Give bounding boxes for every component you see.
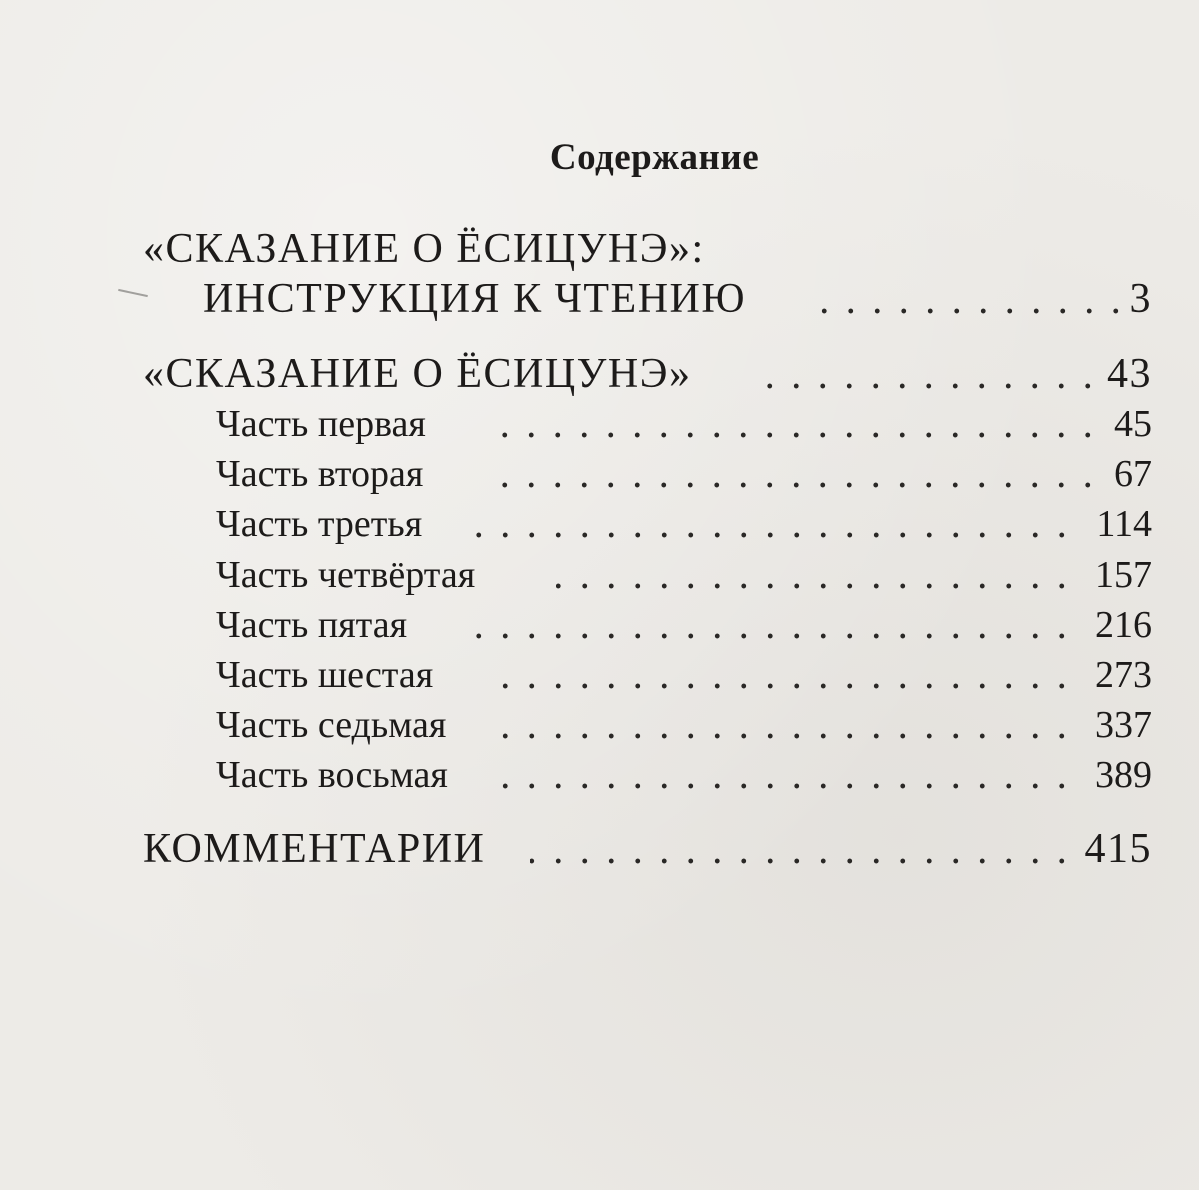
page-title: Содержание xyxy=(549,137,760,178)
toc-entry-part-3[interactable] xyxy=(0,502,1199,552)
dot-leader xyxy=(818,308,1129,314)
toc-entry-label: Часть первая xyxy=(216,403,426,445)
toc-entry-part-7[interactable] xyxy=(0,703,1199,753)
toc-entry-label: «СКАЗАНИЕ О ЁСИЦУНЭ» xyxy=(143,351,692,397)
toc-page-number: 114 xyxy=(1096,503,1152,545)
dot-leader xyxy=(472,532,1075,538)
toc-entry-tale[interactable] xyxy=(0,350,1199,400)
toc-entry-part-2[interactable] xyxy=(0,452,1199,502)
toc-page-number: 43 xyxy=(1107,351,1152,397)
dot-leader xyxy=(500,733,1075,739)
dot-leader xyxy=(462,633,1075,639)
dot-leader xyxy=(500,683,1075,689)
dot-leader xyxy=(500,432,1101,438)
toc-entry-label: Часть четвёртая xyxy=(216,554,476,596)
toc-entry-part-1[interactable] xyxy=(0,402,1199,452)
toc-entry-part-6[interactable] xyxy=(0,653,1199,703)
toc-page-number: 415 xyxy=(1084,826,1152,872)
toc-entry-label: КОММЕНТАРИИ xyxy=(143,826,486,872)
toc-page-number: 67 xyxy=(1114,453,1152,495)
toc-entry-label: Часть вторая xyxy=(216,453,424,495)
toc-entry-comments[interactable] xyxy=(0,825,1199,875)
toc-page-number: 3 xyxy=(1129,276,1152,322)
toc-entry-label: Часть пятая xyxy=(216,604,408,646)
toc-page-number: 273 xyxy=(1095,654,1152,696)
dot-leader xyxy=(530,858,1075,864)
dot-leader xyxy=(556,583,1075,589)
toc-entry-label-line1: «СКАЗАНИЕ О ЁСИЦУНЭ»: xyxy=(143,226,705,272)
toc-entry-instructions-cont[interactable] xyxy=(0,275,1199,325)
toc-entry-instructions[interactable] xyxy=(0,225,1199,275)
toc-entry-part-5[interactable] xyxy=(0,603,1199,653)
toc-entry-label: Часть шестая xyxy=(216,654,434,696)
toc-page-number: 157 xyxy=(1095,554,1152,596)
toc-page-number: 216 xyxy=(1095,604,1152,646)
toc-page-number: 389 xyxy=(1095,754,1152,796)
toc-entry-label-line2: ИНСТРУКЦИЯ К ЧТЕНИЮ xyxy=(203,276,747,322)
dot-leader xyxy=(500,783,1075,789)
dot-leader xyxy=(754,383,1101,389)
toc-entry-label: Часть седьмая xyxy=(216,704,447,746)
toc-page-number: 45 xyxy=(1114,403,1152,445)
toc-page-number: 337 xyxy=(1095,704,1152,746)
toc-entry-label: Часть восьмая xyxy=(216,754,448,796)
toc-entry-label: Часть третья xyxy=(216,503,423,545)
toc-entry-part-4[interactable] xyxy=(0,553,1199,603)
dot-leader xyxy=(500,482,1101,488)
toc-entry-part-8[interactable] xyxy=(0,753,1199,803)
